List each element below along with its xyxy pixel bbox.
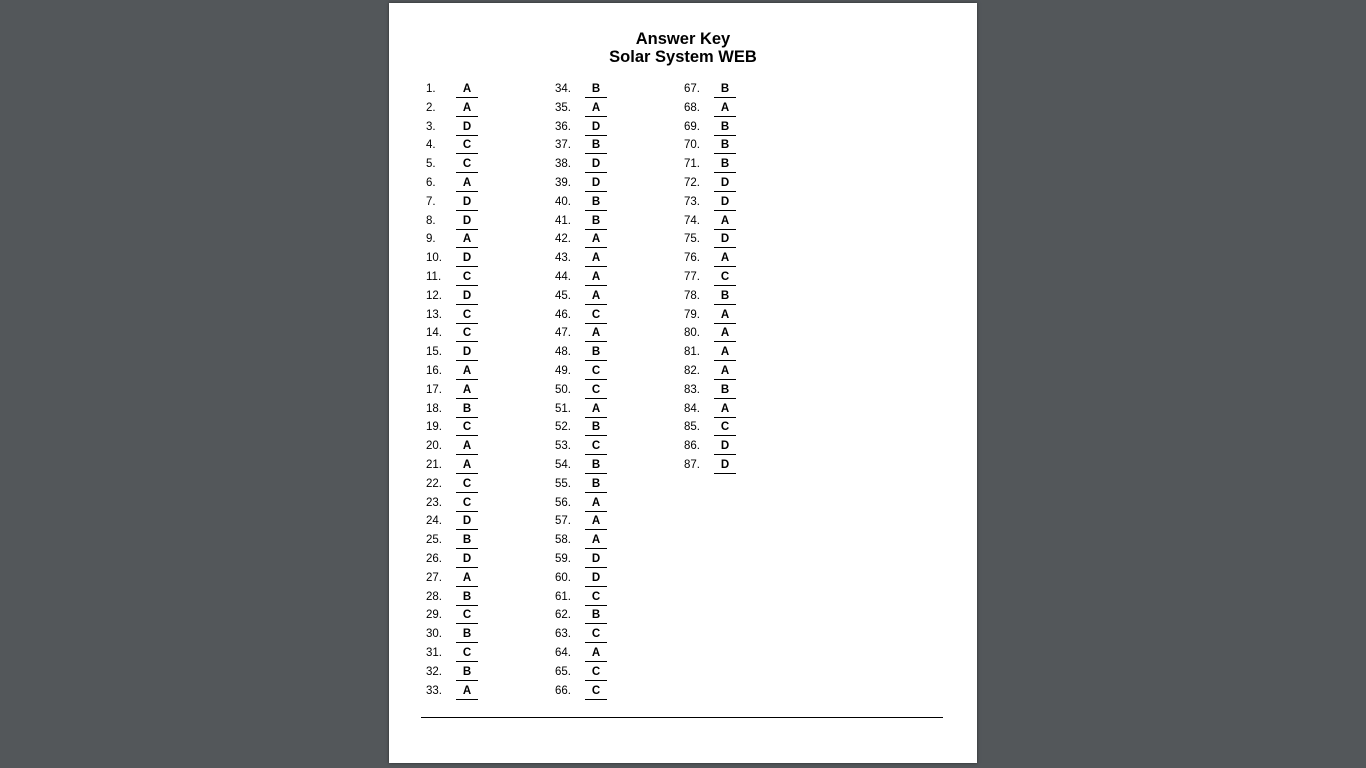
answer-letter: D — [456, 345, 478, 361]
answer-letter: A — [714, 364, 736, 380]
question-number: 58. — [555, 534, 571, 547]
question-number: 48. — [555, 346, 571, 359]
question-number: 24. — [426, 515, 442, 528]
answer-letter: A — [714, 402, 736, 418]
question-number: 23. — [426, 496, 442, 509]
question-number: 71. — [684, 158, 700, 171]
question-number: 63. — [555, 628, 571, 641]
answer-letter: B — [585, 608, 607, 624]
footer-divider — [421, 717, 943, 718]
question-number: 43. — [555, 252, 571, 265]
answer-letter: A — [585, 514, 607, 530]
question-number: 40. — [555, 195, 571, 208]
question-number: 30. — [426, 628, 442, 641]
question-number: 35. — [555, 101, 571, 114]
question-number: 68. — [684, 101, 700, 114]
answer-letter: A — [714, 214, 736, 230]
answer-letter: C — [456, 608, 478, 624]
answer-letter: A — [714, 101, 736, 117]
question-number: 7. — [426, 195, 436, 208]
question-number: 44. — [555, 270, 571, 283]
answer-letter: B — [714, 383, 736, 399]
question-number: 22. — [426, 477, 442, 490]
question-number: 31. — [426, 646, 442, 659]
page-header — [389, 30, 977, 66]
answer-letter: B — [585, 195, 607, 211]
answer-letter: B — [585, 420, 607, 436]
question-number: 16. — [426, 364, 442, 377]
answer-letter: D — [585, 120, 607, 136]
question-number: 76. — [684, 252, 700, 265]
answer-letter: C — [456, 420, 478, 436]
answer-letter: D — [714, 176, 736, 192]
answer-letter: C — [456, 477, 478, 493]
question-number: 21. — [426, 458, 442, 471]
question-number: 36. — [555, 120, 571, 133]
answer-letter: C — [585, 627, 607, 643]
question-number: 72. — [684, 176, 700, 189]
answer-letter: B — [714, 289, 736, 305]
answer-letter: A — [714, 251, 736, 267]
answer-letter: A — [585, 251, 607, 267]
question-number: 11. — [426, 270, 442, 283]
answer-letter: C — [456, 138, 478, 154]
question-number: 82. — [684, 364, 700, 377]
question-number: 64. — [555, 646, 571, 659]
answer-letter: C — [714, 270, 736, 286]
question-number: 50. — [555, 383, 571, 396]
answer-letter: C — [456, 326, 478, 342]
answer-letter: D — [456, 514, 478, 530]
answer-letter: C — [714, 420, 736, 436]
question-number: 70. — [684, 139, 700, 152]
answer-letter: A — [714, 326, 736, 342]
answer-letter: B — [585, 214, 607, 230]
answer-letter: D — [585, 157, 607, 173]
question-number: 67. — [684, 83, 700, 95]
answer-letter: B — [456, 533, 478, 549]
answer-letter: A — [456, 571, 478, 587]
question-number: 79. — [684, 308, 700, 321]
answer-letter: C — [456, 270, 478, 286]
answer-letter: D — [456, 251, 478, 267]
question-number: 49. — [555, 364, 571, 377]
question-number: 69. — [684, 120, 700, 133]
question-number: 29. — [426, 609, 442, 622]
answer-letter: A — [585, 289, 607, 305]
answer-letter: D — [714, 439, 736, 455]
question-number: 17. — [426, 383, 442, 396]
answer-letter: B — [714, 157, 736, 173]
answer-letter: B — [714, 120, 736, 136]
question-number: 81. — [684, 346, 700, 359]
page-subtitle: Solar System WEB — [609, 48, 757, 66]
question-number: 66. — [555, 684, 571, 697]
answer-letter: C — [585, 364, 607, 380]
answer-letter: A — [585, 402, 607, 418]
answer-letter: D — [456, 120, 478, 136]
answer-letter: A — [456, 439, 478, 455]
answer-letter: C — [585, 665, 607, 681]
question-number: 42. — [555, 233, 571, 246]
answer-letter: A — [714, 345, 736, 361]
question-number: 3. — [426, 120, 436, 133]
question-number: 45. — [555, 289, 571, 302]
question-number: 83. — [684, 383, 700, 396]
answer-letter: B — [585, 82, 607, 98]
question-number: 32. — [426, 665, 442, 678]
question-number: 46. — [555, 308, 571, 321]
question-number: 55. — [555, 477, 571, 490]
question-number: 85. — [684, 421, 700, 434]
answer-letter: A — [585, 646, 607, 662]
question-number: 8. — [426, 214, 436, 227]
answer-letter: D — [456, 289, 478, 305]
answer-letter: A — [585, 101, 607, 117]
answer-letter: D — [714, 195, 736, 211]
question-number: 12. — [426, 289, 442, 302]
question-number: 27. — [426, 571, 442, 584]
question-number: 61. — [555, 590, 571, 603]
answer-letter: A — [456, 82, 478, 98]
question-number: 47. — [555, 327, 571, 340]
question-number: 87. — [684, 458, 700, 471]
question-number: 84. — [684, 402, 700, 415]
question-number: 52. — [555, 421, 571, 434]
answer-letter: C — [456, 157, 478, 173]
answer-letter: D — [585, 571, 607, 587]
question-number: 25. — [426, 534, 442, 547]
question-number: 1. — [426, 83, 436, 95]
question-number: 4. — [426, 139, 436, 152]
question-number: 80. — [684, 327, 700, 340]
answer-letter: B — [456, 590, 478, 606]
answer-letter: A — [585, 326, 607, 342]
question-number: 62. — [555, 609, 571, 622]
question-number: 26. — [426, 552, 442, 565]
question-number: 10. — [426, 252, 442, 265]
answer-letter: B — [456, 665, 478, 681]
answer-letter: A — [585, 533, 607, 549]
question-number: 73. — [684, 195, 700, 208]
answer-letter: C — [585, 590, 607, 606]
answer-letter: C — [585, 684, 607, 700]
question-number: 78. — [684, 289, 700, 302]
answer-letter: A — [585, 496, 607, 512]
answer-letter: A — [585, 232, 607, 248]
question-number: 5. — [426, 158, 436, 171]
question-number: 9. — [426, 233, 436, 246]
answer-letter: A — [456, 684, 478, 700]
answer-letter: C — [456, 308, 478, 324]
answer-letter: A — [585, 270, 607, 286]
question-number: 60. — [555, 571, 571, 584]
answer-letter: D — [714, 232, 736, 248]
answer-letter: B — [456, 627, 478, 643]
question-number: 15. — [426, 346, 442, 359]
question-number: 39. — [555, 176, 571, 189]
question-number: 18. — [426, 402, 442, 415]
question-number: 37. — [555, 139, 571, 152]
answer-letter: A — [456, 232, 478, 248]
question-number: 77. — [684, 270, 700, 283]
page-title: Answer Key — [635, 30, 731, 48]
question-number: 86. — [684, 440, 700, 453]
answer-letter: A — [456, 458, 478, 474]
answer-letter: B — [585, 345, 607, 361]
answer-letter: A — [456, 364, 478, 380]
question-number: 75. — [684, 233, 700, 246]
answer-letter: C — [585, 439, 607, 455]
answer-letter: C — [585, 308, 607, 324]
answer-letter: C — [456, 646, 478, 662]
question-number: 38. — [555, 158, 571, 171]
question-number: 41. — [555, 214, 571, 227]
answer-letter: B — [585, 477, 607, 493]
answer-letter: D — [585, 176, 607, 192]
question-number: 53. — [555, 440, 571, 453]
answer-letter: B — [714, 138, 736, 154]
question-number: 56. — [555, 496, 571, 509]
document-page — [389, 3, 977, 763]
answer-letter: A — [714, 308, 736, 324]
answer-letter: A — [456, 101, 478, 117]
answer-letter: C — [456, 496, 478, 512]
question-number: 2. — [426, 101, 436, 114]
answer-letter: D — [456, 214, 478, 230]
answer-letter: A — [456, 383, 478, 399]
question-number: 54. — [555, 458, 571, 471]
question-number: 6. — [426, 176, 436, 189]
answer-letter: D — [585, 552, 607, 568]
question-number: 51. — [555, 402, 571, 415]
answer-letter: B — [714, 82, 736, 98]
question-number: 20. — [426, 440, 442, 453]
answer-letter: C — [585, 383, 607, 399]
question-number: 28. — [426, 590, 442, 603]
question-number: 34. — [555, 83, 571, 95]
question-number: 14. — [426, 327, 442, 340]
question-number: 57. — [555, 515, 571, 528]
question-number: 59. — [555, 552, 571, 565]
answer-letter: B — [456, 402, 478, 418]
answer-letter: B — [585, 138, 607, 154]
question-number: 65. — [555, 665, 571, 678]
answer-letter: B — [585, 458, 607, 474]
answer-letter: D — [714, 458, 736, 474]
question-number: 13. — [426, 308, 442, 321]
answer-letter: D — [456, 195, 478, 211]
answer-letter: A — [456, 176, 478, 192]
question-number: 74. — [684, 214, 700, 227]
answer-letter: D — [456, 552, 478, 568]
question-number: 19. — [426, 421, 442, 434]
question-number: 33. — [426, 684, 442, 697]
